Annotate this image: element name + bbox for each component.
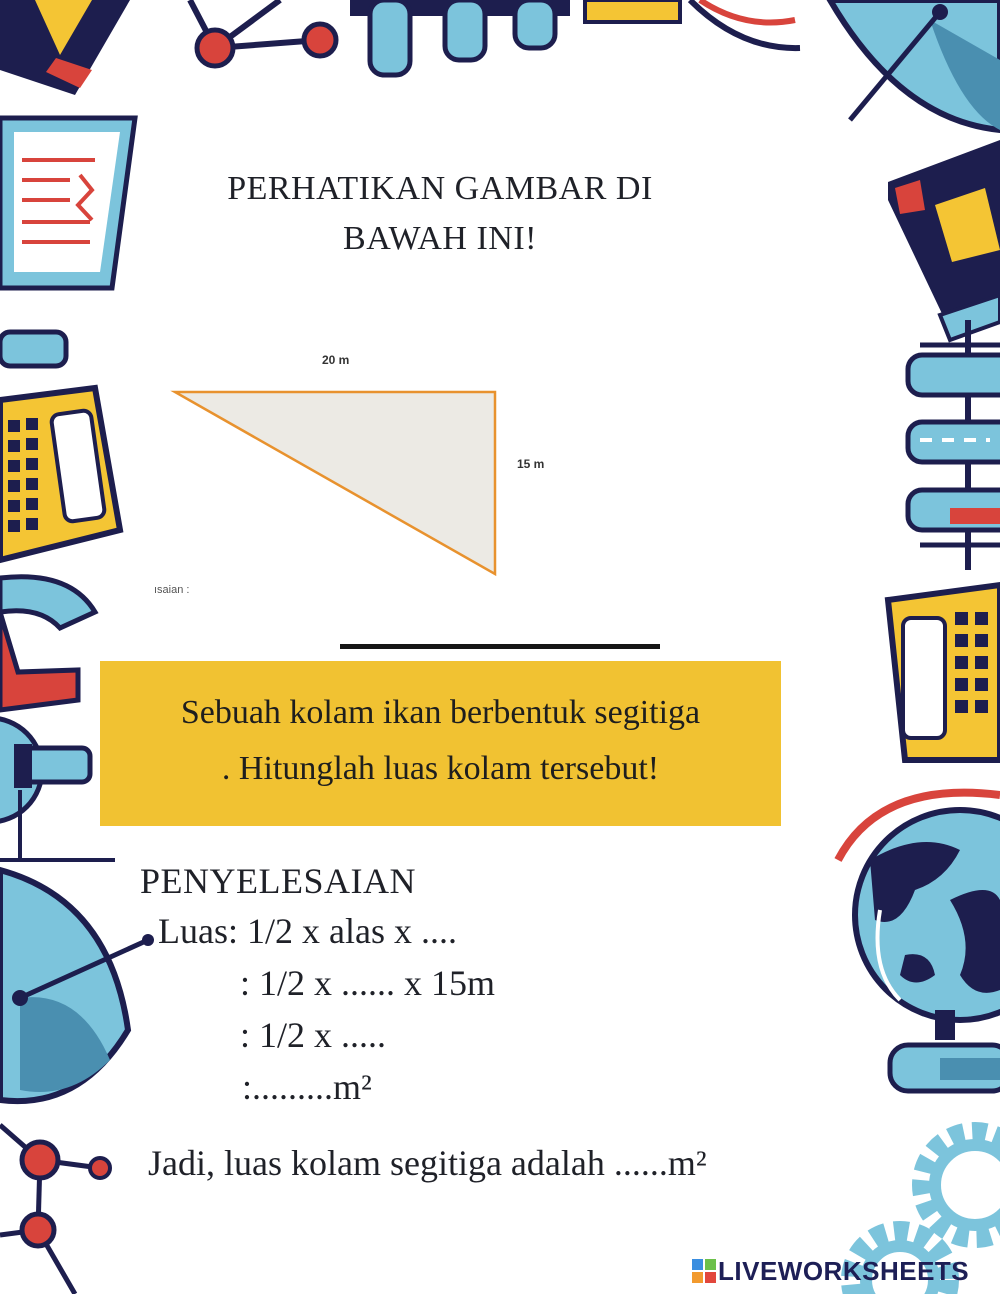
triangle-base-label: 20 m [322,353,350,367]
answer-line [340,644,660,649]
title-line-1: PERHATIKAN GAMBAR DI [227,170,653,207]
test-tube-rack-icon [350,0,570,75]
satellite-dish-icon [830,0,1000,130]
dna-helix-icon [585,0,800,48]
solution-line: : 1/2 x ..... [240,1015,387,1055]
clipboard-chart-icon [0,118,135,288]
liveworksheets-logo-icon [692,1259,716,1283]
satellite-dish-icon [0,870,154,1101]
globe-icon [838,793,1000,1040]
flask-icon [0,718,115,860]
title-line-2: BAWAH INI! [343,220,537,257]
molecule-icon [190,0,336,66]
closed-book-icon [888,140,1000,340]
calculator-icon [0,388,120,560]
triangle-shape [175,392,495,574]
solution-heading: PENYELESAIAN [140,861,416,901]
question-box [100,661,781,826]
triangle-figure [150,340,580,600]
molecule-icon [0,1125,110,1294]
solution-line: : 1/2 x ...... x 15m [240,963,496,1003]
page-title [160,164,720,264]
question-line-2: . Hitunglah luas kolam tersebut! [221,750,660,787]
solution-line: :.........m² [242,1067,372,1107]
brand-name: LIVEWORKSHEETS [718,1256,970,1286]
cropped-caption: ısaian : [154,584,190,596]
solution-conclusion: Jadi, luas kolam segitiga adalah ......m² [148,1143,707,1183]
triangle-height-label: 15 m [517,457,545,471]
book-icon [0,0,130,95]
liveworksheets-logo[interactable] [692,1256,992,1286]
test-tube-rack-icon [908,320,1000,570]
test-tube-icon [0,332,66,366]
question-line-1: Sebuah kolam ikan berbentuk segitiga [180,694,701,731]
calculator-icon [888,585,1000,760]
magnet-icon [0,577,95,710]
solution-line: Luas: 1/2 x alas x .... [158,911,457,951]
test-tube-icon [890,1045,1000,1091]
